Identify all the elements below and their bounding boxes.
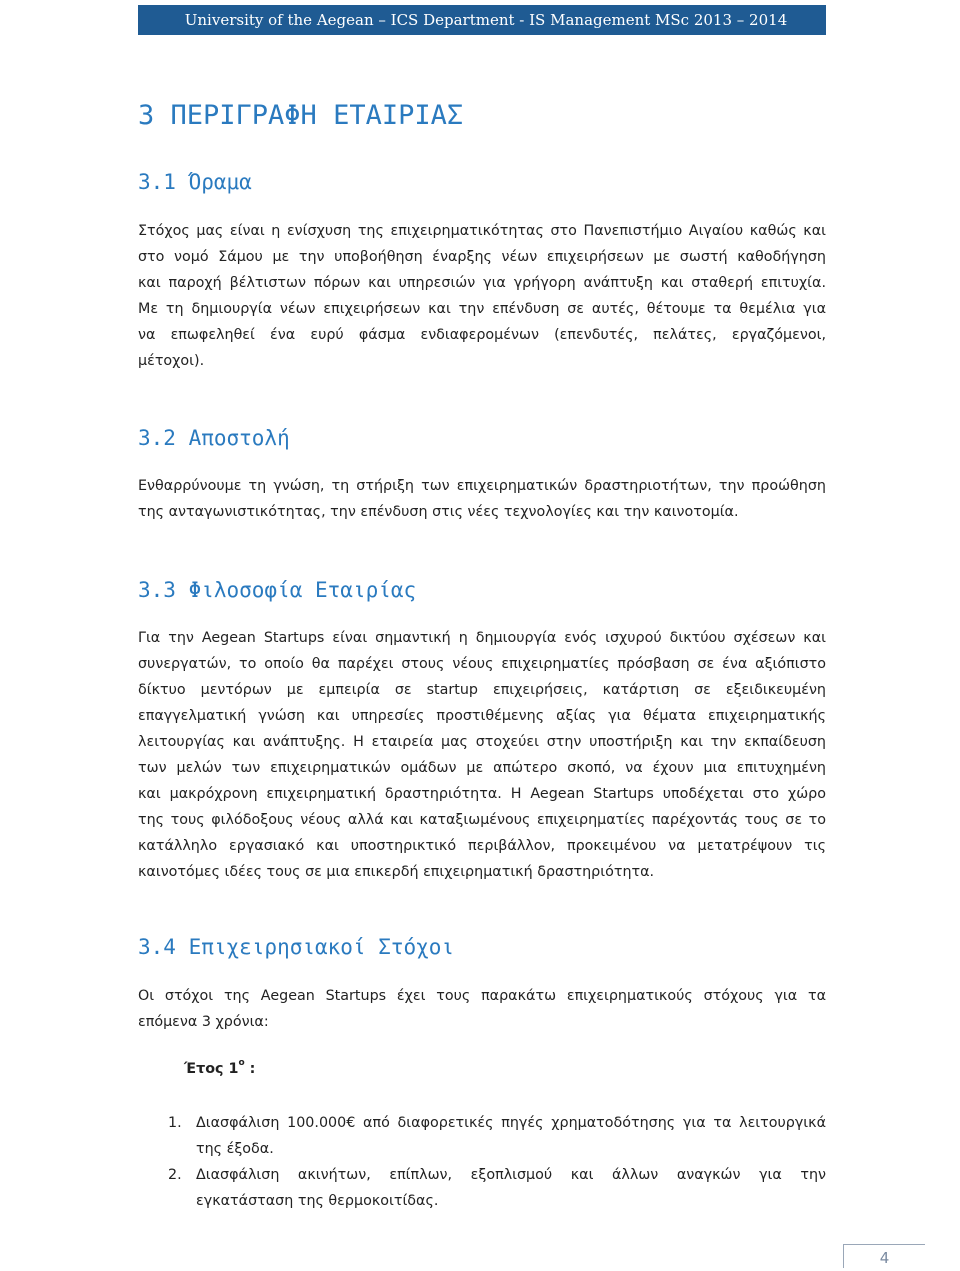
paragraph-line: και παροχή βέλτιστων πόρων και υπηρεσιών για γρήγορη ανάπτυξη και σταθερή επιτυχία. — [138, 275, 826, 291]
section-3-1-title: 3.1 Όραμα — [138, 170, 252, 194]
section-3-2-paragraph — [138, 473, 826, 525]
paragraph-line: και μακρόχρονη επιχειρηματική δραστηριότητα. Η Aegean Startups υποδέχεται στο χώρο — [138, 786, 826, 802]
paragraph-line: Για την Aegean Startups είναι σημαντική η δημιουργία ενός ισχυρού δικτύου σχέσεων και — [138, 630, 826, 646]
year-1-goals-list — [138, 1110, 826, 1214]
paragraph-line: Οι στόχοι της Aegean Startups έχει τους παρακάτω επιχειρηματικούς στόχους για τα — [138, 988, 826, 1004]
section-3-1-paragraph — [138, 218, 826, 374]
year-1-label — [184, 1060, 255, 1077]
section-3-2-title: 3.2 Αποστολή — [138, 426, 290, 450]
paragraph-line: επόμενα 3 χρόνια: — [138, 1014, 269, 1030]
page-number: 4 — [879, 1249, 890, 1267]
list-item-line: της έξοδα. — [196, 1141, 274, 1157]
list-item-line: εγκατάσταση της θερμοκοιτίδας. — [196, 1193, 439, 1209]
year-label-text: Έτος 1 — [184, 1060, 239, 1077]
paragraph-line: Με τη δημιουργία νέων επιχειρήσεων και την επένδυση σε αυτές, θέτουμε τα θεμέλια για — [138, 301, 826, 317]
list-item — [138, 1110, 826, 1162]
paragraph-line: στο νομό Σάμου με την υποβοήθηση έναρξης νέων επιχειρήσεων με σωστή καθοδήγηση — [138, 249, 826, 265]
paragraph-line: των μελών των επιχειρηματικών ομάδων με απώτερο σκοπό, να έχουν μια επιτυχημένη — [138, 760, 826, 776]
header-text: University of the Aegean – ICS Department - IS Management MSc 2013 – 2014 — [184, 11, 788, 29]
paragraph-line: δίκτυο μεντόρων με εμπειρία σε startup επιχειρήσεις, κατάρτιση σε εξειδικευμένη — [138, 682, 826, 698]
paragraph-line: της τους φιλόδοξους νέους αλλά και καταξιωμένους επιχειρηματίες παρέχοντάς τους σε το — [138, 812, 826, 828]
paragraph-line: κατάλληλο εργασιακό και υποστηρικτικό περιβάλλον, προκειμένου να μετατρέψουν τις — [138, 838, 826, 854]
list-item-number: 1. — [168, 1115, 182, 1131]
section-3-3-paragraph — [138, 625, 826, 885]
section-3-4-title: 3.4 Επιχειρησιακοί Στόχοι — [138, 935, 455, 959]
section-3-3-title: 3.3 Φιλοσοφία Εταιρίας — [138, 578, 417, 602]
list-item-number: 2. — [168, 1167, 182, 1183]
page-number-box — [843, 1244, 925, 1268]
section-3-title: 3 ΠΕΡΙΓΡΑΦΗ ΕΤΑΙΡΙΑΣ — [138, 100, 464, 131]
paragraph-line: συνεργατών, το οποίο θα παρέχει στους νέους επιχειρηματίες πρόσβαση σε ένα αξιόπιστο — [138, 656, 826, 672]
paragraph-line: της ανταγωνιστικότητας, την επένδυση στις νέες τεχνολογίες και την καινοτομία. — [138, 504, 739, 520]
list-item — [138, 1162, 826, 1214]
page-header-bar — [138, 5, 826, 35]
section-3-4-paragraph — [138, 983, 826, 1035]
paragraph-line: Στόχος μας είναι η ενίσχυση της επιχειρηματικότητας στο Πανεπιστήμιο Αιγαίου καθώς και — [138, 223, 826, 239]
list-item-line: Διασφάλιση ακινήτων, επίπλων, εξοπλισμού και άλλων αναγκών για την — [196, 1167, 826, 1183]
list-item-line: Διασφάλιση 100.000€ από διαφορετικές πηγές χρηματοδότησης για τα λειτουργικά — [196, 1115, 826, 1131]
year-label-suffix: : — [244, 1060, 256, 1077]
paragraph-line: μέτοχοι). — [138, 353, 205, 369]
paragraph-line: καινοτόμες ιδέες τους σε μια επικερδή επιχειρηματική δραστηριότητα. — [138, 864, 655, 880]
paragraph-line: λειτουργίας και ανάπτυξης. Η εταιρεία μας στοχεύει στην υποστήριξη και την εκπαίδευση — [138, 734, 826, 750]
paragraph-line: επαγγελματική γνώση και υπηρεσίες προστιθέμενης αξίας για θέματα επιχειρηματικής — [138, 708, 826, 724]
year-label-superscript: ο — [238, 1058, 245, 1068]
paragraph-line: να επωφεληθεί ένα ευρύ φάσμα ενδιαφερομένων (επενδυτές, πελάτες, εργαζόμενοι, — [138, 327, 826, 343]
paragraph-line: Ενθαρρύνουμε τη γνώση, τη στήριξη των επιχειρηματικών δραστηριοτήτων, την προώθηση — [138, 478, 826, 494]
